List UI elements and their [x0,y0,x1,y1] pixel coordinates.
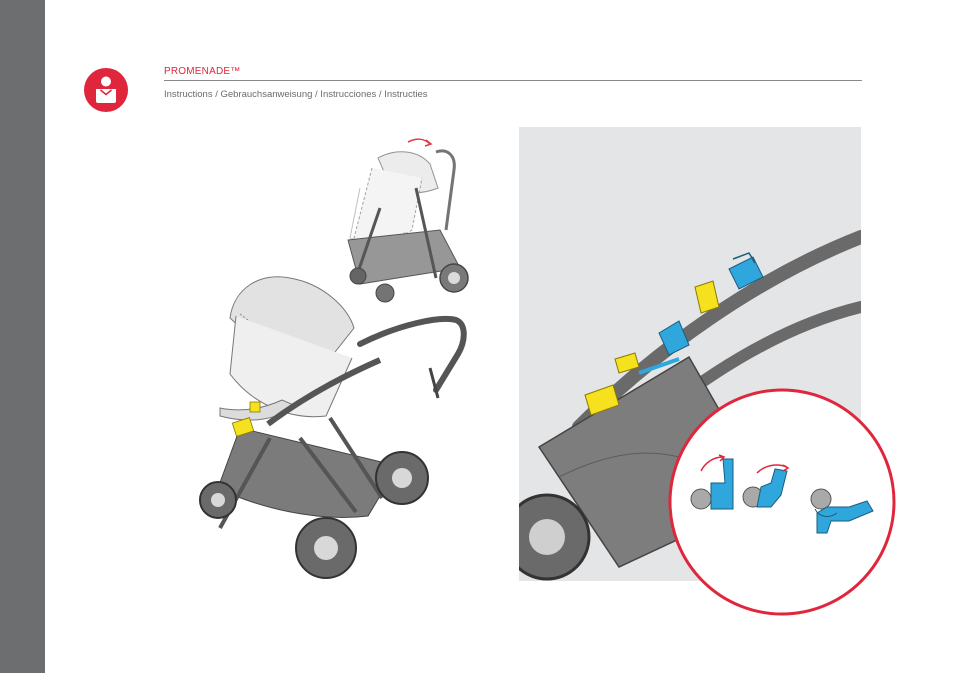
page-title: PROMENADE™ [164,66,241,77]
zoom-detail-circle [667,387,897,617]
page-subtitle: Instructions / Gebrauchsanweisung / Instrucciones / Instructies [164,89,428,100]
side-bar [0,0,45,673]
small-stroller-illustration [348,139,468,302]
header-rule [164,80,862,81]
large-stroller-illustration [200,277,464,578]
stroller-illustration [180,128,510,598]
user-badge-icon [84,68,128,112]
